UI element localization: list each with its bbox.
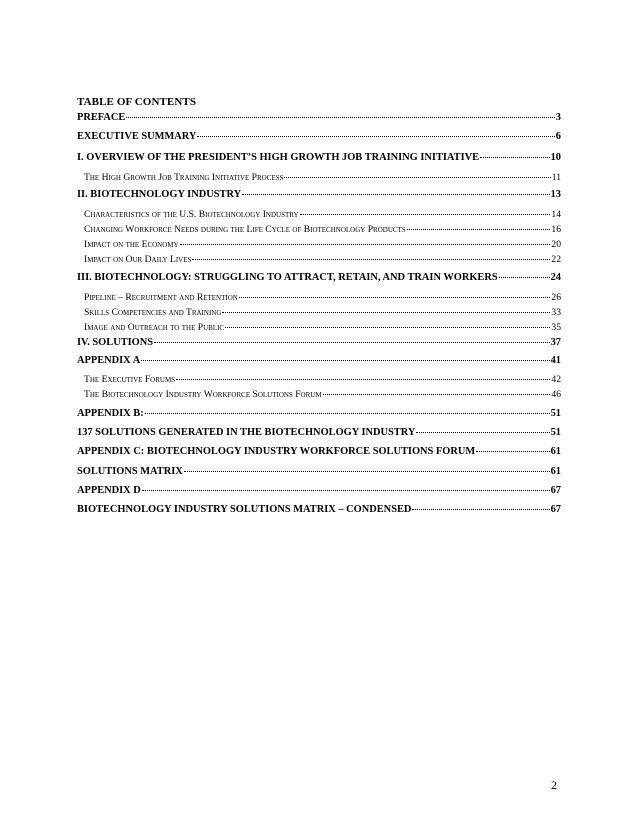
toc-subentry[interactable] xyxy=(77,374,561,385)
toc-entry-label: I. OVERVIEW OF THE PRESIDENT’S HIGH GROWTH JOB TRAINING INITIATIVE xyxy=(77,152,480,163)
toc-entry[interactable] xyxy=(77,504,561,515)
toc-entry-page: 11 xyxy=(551,172,561,183)
toc-entry-page: 10 xyxy=(550,152,561,163)
toc-entry-page: 24 xyxy=(550,272,561,283)
dot-leader xyxy=(197,136,554,137)
toc-subentry[interactable] xyxy=(77,322,561,333)
page-number: 2 xyxy=(551,778,557,792)
toc-entry-page: 67 xyxy=(550,485,561,496)
toc-entry-label: APPENDIX A xyxy=(77,355,141,366)
toc-entry-page: 14 xyxy=(551,209,561,220)
toc-entry-label: 137 SOLUTIONS GENERATED IN THE BIOTECHNOLOGY INDUSTRY xyxy=(77,427,416,438)
dot-leader xyxy=(225,327,550,328)
dot-leader xyxy=(476,451,549,452)
dot-leader xyxy=(126,117,555,118)
dot-leader xyxy=(242,194,550,195)
toc-entry-label: Pipeline – Recruitment and Retention xyxy=(84,292,238,303)
toc-entry-page: 37 xyxy=(550,337,561,348)
dot-leader xyxy=(192,259,550,260)
toc-entry[interactable] xyxy=(77,466,561,477)
dot-leader xyxy=(412,509,549,510)
toc-entry[interactable] xyxy=(77,131,561,142)
toc-entry-label: APPENDIX D xyxy=(77,485,141,496)
toc-entry-label: APPENDIX C: BIOTECHNOLOGY INDUSTRY WORKFORCE SOLUTIONS FORUM xyxy=(77,446,476,457)
toc-entry-page: 42 xyxy=(551,374,561,385)
toc-entry-label: EXECUTIVE SUMMARY xyxy=(77,131,197,142)
dot-leader xyxy=(480,157,550,158)
toc-entry-label: The Executive Forums xyxy=(84,374,176,385)
toc-entry-label: Image and Outreach to the Public xyxy=(84,322,225,333)
toc-entry-page: 67 xyxy=(550,504,561,515)
toc-entry-page: 16 xyxy=(551,224,561,235)
dot-leader xyxy=(154,342,550,343)
toc-entry-label: III. BIOTECHNOLOGY: STRUGGLING TO ATTRACT, RETAIN, AND TRAIN WORKERS xyxy=(77,272,498,283)
toc-entry-page: 46 xyxy=(551,389,561,400)
toc-entry-label: BIOTECHNOLOGY INDUSTRY SOLUTIONS MATRIX – CONDENSED xyxy=(77,504,412,515)
dot-leader xyxy=(176,379,550,380)
toc-subentry[interactable] xyxy=(77,239,561,250)
toc-entry[interactable] xyxy=(77,446,561,457)
toc-entry-page: 3 xyxy=(555,112,561,123)
toc-entry-label: The High Growth Job Training Initiative Process xyxy=(84,172,284,183)
toc-title: TABLE OF CONTENTS xyxy=(77,96,197,108)
toc-entry-label: Changing Workforce Needs during the Life Cycle of Biotechnology Products xyxy=(84,224,406,235)
toc-entry-label: PREFACE xyxy=(77,112,126,123)
toc-entry[interactable] xyxy=(77,152,561,163)
toc-entry-page: 13 xyxy=(550,189,561,200)
toc-entry-label: Characteristics of the U.S. Biotechnology Industry xyxy=(84,209,299,220)
toc-entry-page: 61 xyxy=(550,466,561,477)
dot-leader xyxy=(323,394,551,395)
toc-entry-page: 33 xyxy=(551,307,561,318)
toc-entry[interactable] xyxy=(77,408,561,419)
toc-subentry[interactable] xyxy=(77,389,561,400)
dot-leader xyxy=(222,312,550,313)
toc-subentry[interactable] xyxy=(77,209,561,220)
toc-entry[interactable] xyxy=(77,485,561,496)
toc-entry-label: APPENDIX B: xyxy=(77,408,144,419)
toc-entry-label: IV. SOLUTIONS xyxy=(77,337,154,348)
toc-entry-page: 61 xyxy=(550,446,561,457)
toc-subentry[interactable] xyxy=(77,172,561,183)
dot-leader xyxy=(145,413,550,414)
toc-entry-page: 26 xyxy=(551,292,561,303)
toc-entry[interactable] xyxy=(77,427,561,438)
dot-leader xyxy=(184,471,550,472)
dot-leader xyxy=(499,277,550,278)
toc-entry-page: 51 xyxy=(550,427,561,438)
toc-entry-page: 51 xyxy=(550,408,561,419)
toc-subentry[interactable] xyxy=(77,307,561,318)
toc-entry-label: Impact on the Economy xyxy=(84,239,179,250)
toc-entry-label: SOLUTIONS MATRIX xyxy=(77,466,183,477)
toc-entry-page: 41 xyxy=(550,355,561,366)
dot-leader xyxy=(284,177,550,178)
toc-entry[interactable] xyxy=(77,189,561,200)
toc-entry[interactable] xyxy=(77,337,561,348)
toc-entry-label: Skills Competencies and Training xyxy=(84,307,222,318)
dot-leader xyxy=(142,490,550,491)
toc-entry-page: 22 xyxy=(551,254,561,265)
dot-leader xyxy=(141,360,549,361)
dot-leader xyxy=(239,297,551,298)
dot-leader xyxy=(300,214,551,215)
toc-entry[interactable] xyxy=(77,272,561,283)
toc-subentry[interactable] xyxy=(77,224,561,235)
toc-entry-label: II. BIOTECHNOLOGY INDUSTRY xyxy=(77,189,242,200)
toc-entry-page: 6 xyxy=(555,131,561,142)
dot-leader xyxy=(416,432,549,433)
toc-entry[interactable] xyxy=(77,355,561,366)
toc-subentry[interactable] xyxy=(77,292,561,303)
toc-entry-label: The Biotechnology Industry Workforce Solutions Forum xyxy=(84,389,322,400)
toc-entry[interactable] xyxy=(77,112,561,123)
toc-entry-label: Impact on Our Daily Lives xyxy=(84,254,192,265)
toc-entry-page: 20 xyxy=(551,239,561,250)
dot-leader xyxy=(407,229,551,230)
toc-entry-page: 35 xyxy=(551,322,561,333)
toc-subentry[interactable] xyxy=(77,254,561,265)
dot-leader xyxy=(180,244,551,245)
